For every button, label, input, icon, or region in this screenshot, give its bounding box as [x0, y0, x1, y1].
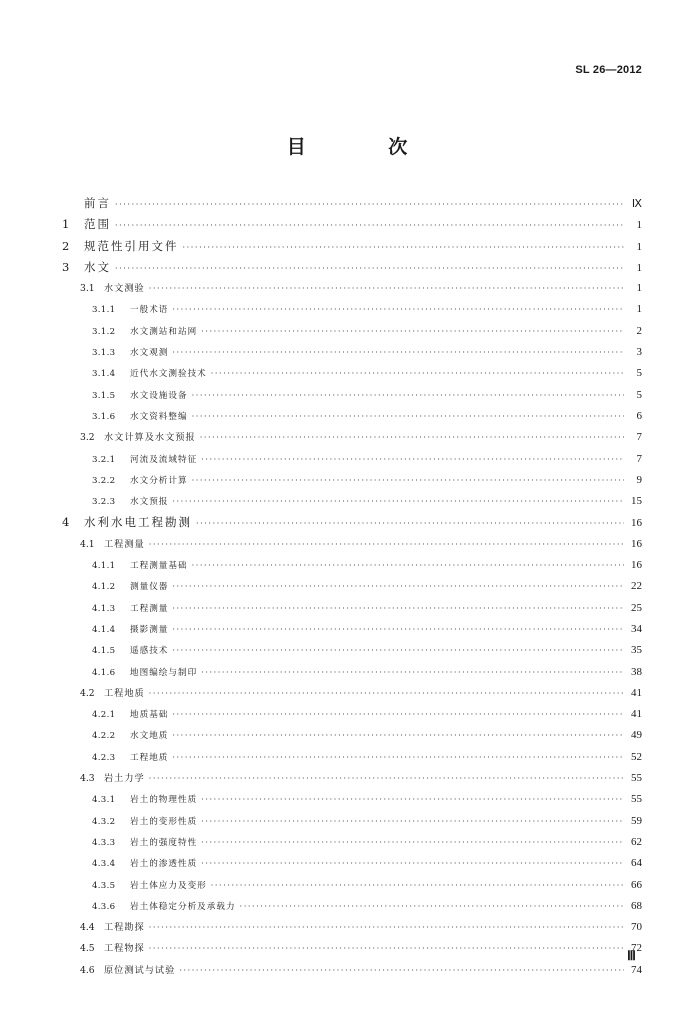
toc-entry-page: 5 — [636, 367, 642, 380]
toc-entry-title: 岩土体稳定分析及承载力 — [130, 901, 236, 912]
toc-entry-title: 地质基础 — [130, 710, 169, 721]
toc-leader-dots — [192, 406, 624, 427]
toc-entry[interactable] — [62, 321, 642, 342]
toc-entry[interactable] — [62, 449, 642, 470]
toc-entry[interactable] — [62, 342, 642, 363]
toc-entry-title: 地图编绘与制印 — [130, 667, 198, 678]
toc-entry[interactable] — [62, 427, 642, 448]
toc-leader-dots — [196, 513, 624, 533]
toc-entry-number: 4 — [62, 515, 70, 530]
toc-entry-number: 3.1.6 — [92, 411, 116, 422]
toc-entry[interactable] — [62, 811, 642, 832]
toc-entry-title: 测量仪器 — [130, 582, 169, 593]
toc-entry-page: 7 — [636, 431, 642, 444]
toc-entry[interactable] — [62, 789, 642, 810]
toc-entry-number: 3.2.2 — [92, 475, 116, 486]
table-of-contents — [62, 193, 642, 981]
toc-entry-number: 4.1.4 — [92, 624, 116, 635]
toc-entry-page: 62 — [631, 835, 642, 848]
toc-entry-number: 3.2.1 — [92, 454, 116, 465]
toc-entry-title: 水文预报 — [130, 497, 169, 508]
toc-leader-dots — [201, 789, 624, 810]
toc-entry-page: 64 — [631, 857, 642, 870]
toc-entry[interactable] — [62, 598, 642, 619]
toc-entry-page: 72 — [631, 942, 642, 955]
toc-entry-number: 4.2 — [80, 687, 95, 699]
toc-leader-dots — [149, 768, 624, 789]
toc-leader-dots — [172, 704, 624, 725]
toc-entry[interactable] — [62, 363, 642, 384]
toc-entry-title: 摄影测量 — [130, 624, 169, 635]
toc-entry-page: 68 — [631, 899, 642, 912]
toc-entry-title: 水利水电工程勘测 — [84, 515, 192, 530]
toc-entry-title: 岩土的物理性质 — [130, 795, 198, 806]
toc-entry-page: 5 — [636, 388, 642, 401]
toc-entry-number: 4.3.4 — [92, 859, 116, 870]
toc-leader-dots — [201, 853, 624, 874]
toc-entry[interactable] — [62, 747, 642, 768]
toc-leader-dots — [172, 747, 624, 768]
toc-leader-dots — [149, 683, 624, 704]
toc-entry-number: 4.1.6 — [92, 667, 116, 678]
page-title: 目 次 — [286, 136, 446, 158]
toc-entry-title: 岩土的强度特性 — [130, 837, 198, 848]
toc-leader-dots — [149, 917, 624, 938]
toc-entry-page: 25 — [631, 601, 642, 614]
toc-entry-title: 工程测量基础 — [130, 561, 188, 572]
toc-entry-page: 6 — [636, 409, 642, 422]
toc-entry-page: 38 — [631, 665, 642, 678]
toc-entry[interactable] — [62, 832, 642, 853]
toc-leader-dots — [201, 662, 624, 683]
toc-entry[interactable] — [62, 406, 642, 427]
toc-entry-title: 水文 — [84, 259, 111, 274]
toc-entry[interactable] — [62, 938, 642, 959]
toc-entry-number: 4.4 — [80, 922, 95, 934]
toc-entry-title: 范围 — [84, 217, 111, 232]
toc-entry-number: 4.3 — [80, 773, 95, 785]
toc-entry-title: 水文测验 — [104, 283, 145, 295]
toc-entry[interactable] — [62, 555, 642, 576]
toc-entry[interactable] — [62, 512, 642, 533]
toc-entry-number: 3.1.2 — [92, 326, 116, 337]
toc-entry-number: 4.3.1 — [92, 795, 116, 806]
toc-entry-title: 工程测量 — [130, 603, 169, 614]
toc-leader-dots — [172, 342, 624, 363]
toc-entry-number: 4.5 — [80, 943, 95, 955]
toc-leader-dots — [192, 385, 624, 406]
toc-entry-page: 41 — [631, 686, 642, 699]
toc-entry-title: 前言 — [84, 196, 111, 210]
toc-leader-dots — [201, 321, 624, 342]
toc-entry-number: 4.1.5 — [92, 646, 116, 657]
toc-leader-dots — [149, 278, 624, 299]
toc-entry[interactable] — [62, 193, 642, 214]
toc-entry-page: 55 — [631, 772, 642, 785]
toc-entry-number: 1 — [62, 217, 70, 232]
toc-entry[interactable] — [62, 534, 642, 555]
toc-entry-title: 遥感技术 — [130, 646, 169, 657]
toc-entry-title: 水文观测 — [130, 348, 169, 359]
toc-entry-title: 工程地质 — [130, 752, 169, 763]
toc-leader-dots — [201, 832, 624, 853]
toc-entry[interactable] — [62, 704, 642, 725]
toc-entry-number: 3.1.1 — [92, 305, 116, 316]
toc-entry-number: 3.1.5 — [92, 390, 116, 401]
toc-entry[interactable] — [62, 257, 642, 278]
toc-entry[interactable] — [62, 278, 642, 299]
toc-entry-title: 近代水文测验技术 — [130, 369, 207, 380]
toc-leader-dots — [211, 363, 624, 384]
toc-entry-title: 工程测量 — [104, 538, 145, 550]
toc-entry-title: 工程物探 — [104, 943, 145, 955]
toc-entry-number: 2 — [62, 238, 70, 253]
page-number: Ⅲ — [627, 948, 636, 963]
toc-entry[interactable] — [62, 491, 642, 512]
toc-leader-dots — [192, 470, 624, 491]
toc-entry-page: 52 — [631, 750, 642, 763]
toc-leader-dots — [172, 619, 624, 640]
toc-entry-title: 工程勘探 — [104, 922, 145, 934]
toc-entry-title: 一般术语 — [130, 305, 169, 316]
toc-entry-number: 3.2.3 — [92, 497, 116, 508]
toc-entry-number: 4.2.3 — [92, 752, 116, 763]
toc-entry-title: 水文计算及水文预报 — [104, 432, 196, 444]
toc-entry-page: 70 — [631, 921, 642, 934]
toc-entry-title: 工程地质 — [104, 687, 145, 699]
toc-entry-number: 4.2.2 — [92, 731, 116, 742]
toc-entry[interactable] — [62, 236, 642, 257]
toc-entry-page: 1 — [636, 219, 642, 232]
toc-entry-title: 水文设施设备 — [130, 390, 188, 401]
toc-entry-number: 4.1 — [80, 538, 95, 550]
toc-entry-number: 4.2.1 — [92, 710, 116, 721]
toc-entry-title: 岩土的渗透性质 — [130, 859, 198, 870]
toc-entry-number: 3.1.4 — [92, 369, 116, 380]
toc-entry-page: 2 — [636, 324, 642, 337]
toc-entry-page: 1 — [636, 303, 642, 316]
toc-leader-dots — [201, 449, 624, 470]
toc-entry-number: 4.3.3 — [92, 837, 116, 848]
toc-leader-dots — [172, 299, 624, 320]
toc-leader-dots — [172, 640, 624, 661]
toc-entry[interactable] — [62, 385, 642, 406]
toc-entry-page: Ⅸ — [631, 198, 642, 210]
toc-leader-dots — [201, 811, 624, 832]
toc-entry-number: 4.6 — [80, 964, 95, 976]
toc-entry-number: 3.1 — [80, 283, 95, 295]
toc-entry-page: 59 — [631, 814, 642, 827]
toc-entry[interactable] — [62, 683, 642, 704]
toc-entry-number: 4.1.2 — [92, 582, 116, 593]
toc-leader-dots — [179, 960, 624, 981]
toc-entry[interactable] — [62, 299, 642, 320]
toc-entry-title: 水文测站和站网 — [130, 326, 198, 337]
toc-entry-number: 4.3.5 — [92, 880, 116, 891]
toc-leader-dots — [172, 491, 624, 512]
toc-entry[interactable] — [62, 576, 642, 597]
toc-entry-page: 34 — [631, 622, 642, 635]
toc-leader-dots — [183, 237, 625, 257]
toc-entry-title: 水文资料整编 — [130, 411, 188, 422]
toc-entry[interactable] — [62, 896, 642, 917]
toc-entry[interactable] — [62, 214, 642, 235]
toc-entry-page: 41 — [631, 708, 642, 721]
toc-entry-number: 4.3.2 — [92, 816, 116, 827]
toc-entry-number: 4.3.6 — [92, 901, 116, 912]
toc-entry-title: 水文地质 — [130, 731, 169, 742]
toc-entry-page: 9 — [636, 473, 642, 486]
toc-entry-title: 岩土的变形性质 — [130, 816, 198, 827]
toc-entry-title: 水文分析计算 — [130, 475, 188, 486]
toc-entry-number: 3 — [62, 259, 70, 274]
toc-entry[interactable] — [62, 960, 642, 981]
toc-leader-dots — [200, 427, 624, 448]
toc-entry[interactable] — [62, 662, 642, 683]
toc-leader-dots — [115, 194, 624, 214]
toc-entry-page: 35 — [631, 644, 642, 657]
toc-leader-dots — [149, 534, 624, 555]
toc-entry-page: 1 — [636, 282, 642, 295]
toc-entry[interactable] — [62, 853, 642, 874]
toc-leader-dots — [211, 875, 624, 896]
toc-entry-page: 1 — [636, 261, 642, 274]
toc-entry-number: 4.1.1 — [92, 561, 116, 572]
toc-entry-page: 7 — [636, 452, 642, 465]
toc-entry-page: 55 — [631, 793, 642, 806]
toc-entry-number: 4.1.3 — [92, 603, 116, 614]
toc-entry-number: 3.2 — [80, 432, 95, 444]
toc-entry-title: 岩土力学 — [104, 773, 145, 785]
toc-entry-page: 16 — [631, 537, 642, 550]
toc-entry-page: 22 — [631, 580, 642, 593]
toc-entry-title: 河流及流域特征 — [130, 454, 198, 465]
toc-leader-dots — [115, 215, 624, 235]
toc-entry-page: 3 — [636, 346, 642, 359]
toc-entry-page: 74 — [631, 963, 642, 976]
toc-entry-page: 66 — [631, 878, 642, 891]
toc-leader-dots — [240, 896, 624, 917]
toc-entry[interactable] — [62, 917, 642, 938]
toc-entry[interactable] — [62, 640, 642, 661]
toc-leader-dots — [149, 938, 624, 959]
toc-entry-page: 1 — [636, 240, 642, 253]
toc-entry[interactable] — [62, 470, 642, 491]
toc-entry[interactable] — [62, 875, 642, 896]
toc-entry[interactable] — [62, 619, 642, 640]
toc-entry-title: 岩土体应力及变形 — [130, 880, 207, 891]
toc-entry-title: 原位测试与试验 — [104, 964, 176, 976]
toc-leader-dots — [172, 598, 624, 619]
toc-leader-dots — [192, 555, 624, 576]
toc-entry-page: 16 — [631, 517, 642, 530]
toc-entry-number: 3.1.3 — [92, 348, 116, 359]
document-code: SL 26—2012 — [575, 64, 642, 76]
toc-leader-dots — [172, 725, 624, 746]
toc-entry-page: 16 — [631, 559, 642, 572]
toc-entry-page: 15 — [631, 495, 642, 508]
toc-entry[interactable] — [62, 725, 642, 746]
toc-leader-dots — [115, 258, 624, 278]
toc-entry[interactable] — [62, 768, 642, 789]
toc-entry-page: 49 — [631, 729, 642, 742]
toc-entry-title: 规范性引用文件 — [84, 238, 179, 253]
toc-leader-dots — [172, 576, 624, 597]
